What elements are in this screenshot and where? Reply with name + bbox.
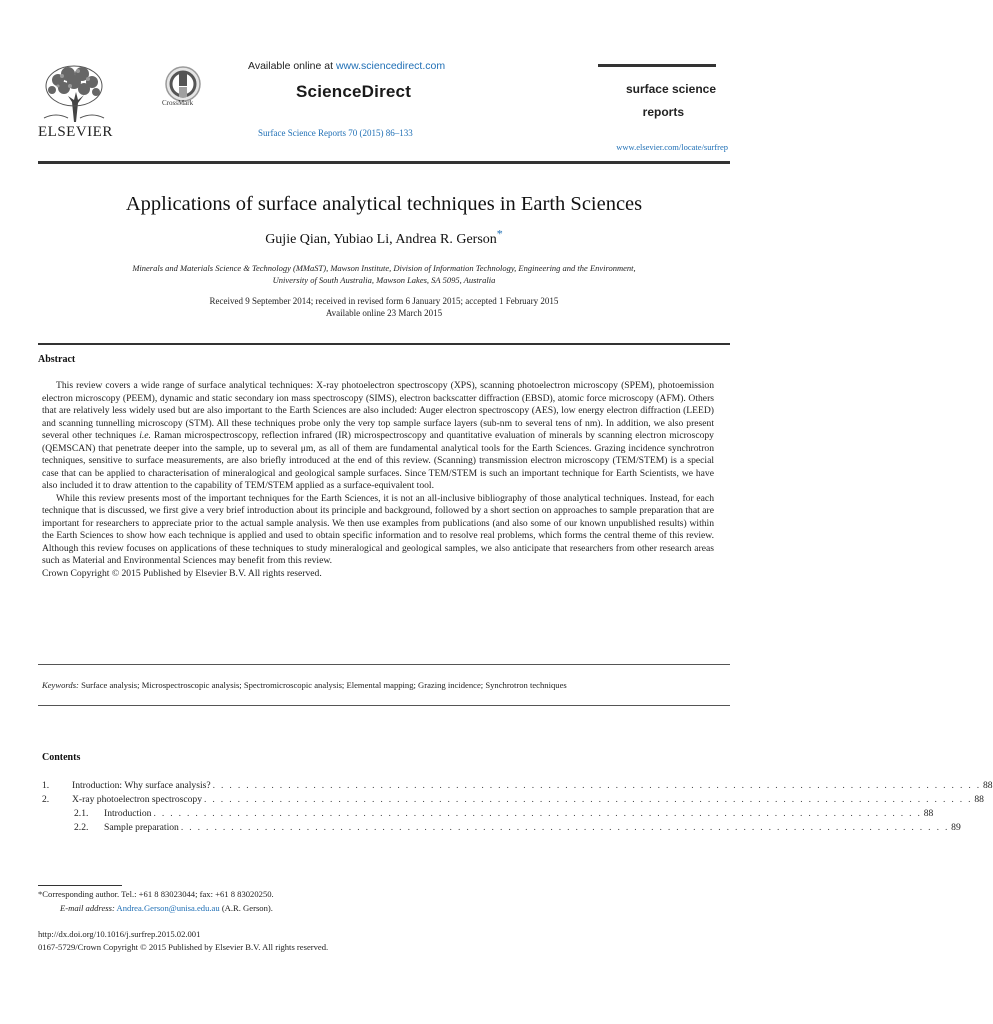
abstract-paragraph-1 xyxy=(42,380,714,493)
doi-link[interactable]: http://dx.doi.org/10.1016/j.surfrep.2015.02.001 xyxy=(38,929,201,939)
toc-entry-number: 1. xyxy=(42,780,50,791)
abstract-copyright: Crown Copyright © 2015 Published by Elsevier B.V. All rights reserved. xyxy=(42,567,322,579)
article-history xyxy=(38,295,730,319)
available-prefix: Available online at xyxy=(248,60,334,72)
toc-leader-dots: . . . . . . . . . . . . . . . . . . . . . . . . . . . . . . . . . . . . . . . . . . . . . . . . . . . . . . . . . . . . . . . . . . . . . . . . . . . . . . . . . . . . . . . . . . . . xyxy=(180,822,950,833)
journal-homepage-link[interactable]: www.elsevier.com/locate/surfrep xyxy=(616,142,728,152)
toc-entry[interactable] xyxy=(42,794,984,808)
available-online-line xyxy=(248,60,445,72)
toc-leader-dots: . . . . . . . . . . . . . . . . . . . . . . . . . . . . . . . . . . . . . . . . . . . . . . . . . . . . . . . . . . . . . . . . . . . . . . . . . . . . . . . . . . . . . . . . . . . . xyxy=(204,794,973,805)
toc-entry-number: 2. xyxy=(42,794,50,805)
keywords-bottom-rule xyxy=(38,705,730,706)
abstract-body xyxy=(42,380,714,580)
journal-reference-link[interactable]: Surface Science Reports 70 (2015) 86–133 xyxy=(258,128,413,138)
crossmark-label: CrossMark xyxy=(162,99,194,107)
toc-entry[interactable] xyxy=(42,808,934,822)
toc-entry-title[interactable]: X-ray photoelectron spectroscopy xyxy=(72,794,203,805)
author-names: Gujie Qian, Yubiao Li, Andrea R. Gerson xyxy=(265,232,497,247)
abstract-para1-part-a: This review covers a wide range of surface analytical techniques: X-ray photoelectron spectroscopy (XPS), scanning photoelectron microscopy (SPEM), photoemission electron microscopy (PEEM), dynamic and static secondary ion mass spectroscopy (SIMS), electron backscatter diffraction (EBSD), atomic force microscopy (AFM). Others that are relatively less widely used but are also important to the Earth Sciences are also included: Auger electron spectroscopy (AES), low energy electron diffraction (LEED) and scanning tunnelling microscopy (STM). All these techniques probe only the very top sample surface layers (sub-nm to several tens of nm). In addition, we also present several other techniques xyxy=(42,380,714,441)
author-list xyxy=(38,226,730,248)
toc-entry-page: 88 xyxy=(923,808,934,819)
email-suffix: (A.R. Gerson). xyxy=(221,903,273,913)
toc-entry[interactable] xyxy=(42,780,993,794)
corresponding-author-footnote: *Corresponding author. Tel.: +61 8 83023044; fax: +61 8 83020250. xyxy=(38,889,274,899)
toc-entry-title[interactable]: Introduction xyxy=(104,808,152,819)
toc-entry[interactable] xyxy=(42,822,961,836)
email-label: E-mail address: xyxy=(60,903,115,913)
journal-logo-top-rule xyxy=(598,64,716,67)
keywords-line xyxy=(42,680,722,690)
journal-logo-line1: surface science xyxy=(625,82,716,96)
toc-entry-title[interactable]: Sample preparation xyxy=(104,822,179,833)
elsevier-tree-logo xyxy=(38,62,110,124)
affiliation-line-2: University of South Australia, Mawson Lakes, SA 5095, Australia xyxy=(272,275,496,285)
received-dates: Received 9 September 2014; received in revised form 6 January 2015; accepted 1 February 2015 xyxy=(209,296,559,306)
abstract-paragraph-2: While this review presents most of the important techniques for the Earth Sciences, it is not an all-inclusive bibliography of those analytical techniques. Instead, for each technique that is discussed, we first give a very brief introduction about its principle and background, followed by a short section on approaches to sample preparation that are important for researchers to appreciate prior to the actual sample analysis. We then use examples from publications (and also some of our known unpublished results) within the Earth Sciences to show how each technique is applied and used to obtain specific information and to resolve real problems, which forms the central theme of this review. Although this review focuses on applications of these techniques to study mineralogical and geological samples, we also anticipate that researchers from other research areas such as Material and Environmental Sciences may benefit from this review. xyxy=(42,492,714,566)
sciencedirect-brand: ScienceDirect xyxy=(296,82,412,101)
available-online-date: Available online 23 March 2015 xyxy=(325,308,443,318)
article-title: Applications of surface analytical techniques in Earth Sciences xyxy=(125,193,643,215)
toc-entry-page: 88 xyxy=(974,794,984,805)
author-affiliation xyxy=(60,262,708,286)
keywords-label: Keywords: xyxy=(42,680,79,690)
toc-entry-page: 89 xyxy=(951,822,961,833)
abstract-heading: Abstract xyxy=(38,354,76,365)
journal-logo-line2: reports xyxy=(642,105,684,119)
issn-copyright: 0167-5729/Crown Copyright © 2015 Published by Elsevier B.V. All rights reserved. xyxy=(38,942,329,952)
header-divider xyxy=(38,161,730,164)
footnote-rule xyxy=(38,885,122,886)
toc-leader-dots: . . . . . . . . . . . . . . . . . . . . . . . . . . . . . . . . . . . . . . . . . . . . . . . . . . . . . . . . . . . . . . . . . . . . . . . . . . . . . . . . . . . . . . . . . . . . xyxy=(212,780,981,791)
keywords-text: Surface analysis; Microspectroscopic analysis; Spectromicroscopic analysis; Elemental mapping; Grazing incidence; Synchrotron techniques xyxy=(81,680,567,690)
contents-heading: Contents xyxy=(42,752,81,763)
publisher-name: ELSEVIER xyxy=(38,124,113,140)
toc-entry-page: 88 xyxy=(982,780,993,791)
abstract-top-rule xyxy=(38,343,730,345)
toc-entry-number: 2.2. xyxy=(74,822,89,833)
sciencedirect-link[interactable]: www.sciencedirect.com xyxy=(335,60,446,72)
toc-entry-title[interactable]: Introduction: Why surface analysis? xyxy=(72,780,211,791)
corresponding-author-mark[interactable]: * xyxy=(496,226,503,241)
affiliation-line-1: Minerals and Materials Science & Technology (MMaST), Mawson Institute, Division of Information Technology, Engineering and the Environment, xyxy=(132,263,636,273)
toc-leader-dots: . . . . . . . . . . . . . . . . . . . . . . . . . . . . . . . . . . . . . . . . . . . . . . . . . . . . . . . . . . . . . . . . . . . . . . . . . . . . . . . . . . . . . . . . . . . . xyxy=(153,808,922,819)
email-footnote xyxy=(60,903,273,913)
toc-entry-number: 2.1. xyxy=(74,808,89,819)
abstract-para1-part-b: Raman microspectroscopy, reflection infrared (IR) microspectroscopy and quantitative evaluation of minerals by scanning electron microscopy (QEMSCAN) that penetrate deeper into the sample, up to several μm, as all of them are fundamental analytical tools for the Earth Sciences. Grazing incidence synchrotron techniques, sensitive to surface measurements, are also briefly introduced at the end of this review. (Scanning) transmission electron microscopy (TEM/STEM) is a special case that can be applied to characterisation of mineralogical and geological sample surfaces. Since TEM/STEM is such an important technique for Earth Scientists, we have also included it to draw attention to the capability of TEM/STEM applied as a surface-equivalent tool. xyxy=(42,430,714,491)
email-link[interactable]: Andrea.Gerson@unisa.edu.au xyxy=(116,903,220,913)
abstract-bottom-rule xyxy=(38,664,730,665)
abstract-para1-ie: i.e. xyxy=(139,430,151,441)
